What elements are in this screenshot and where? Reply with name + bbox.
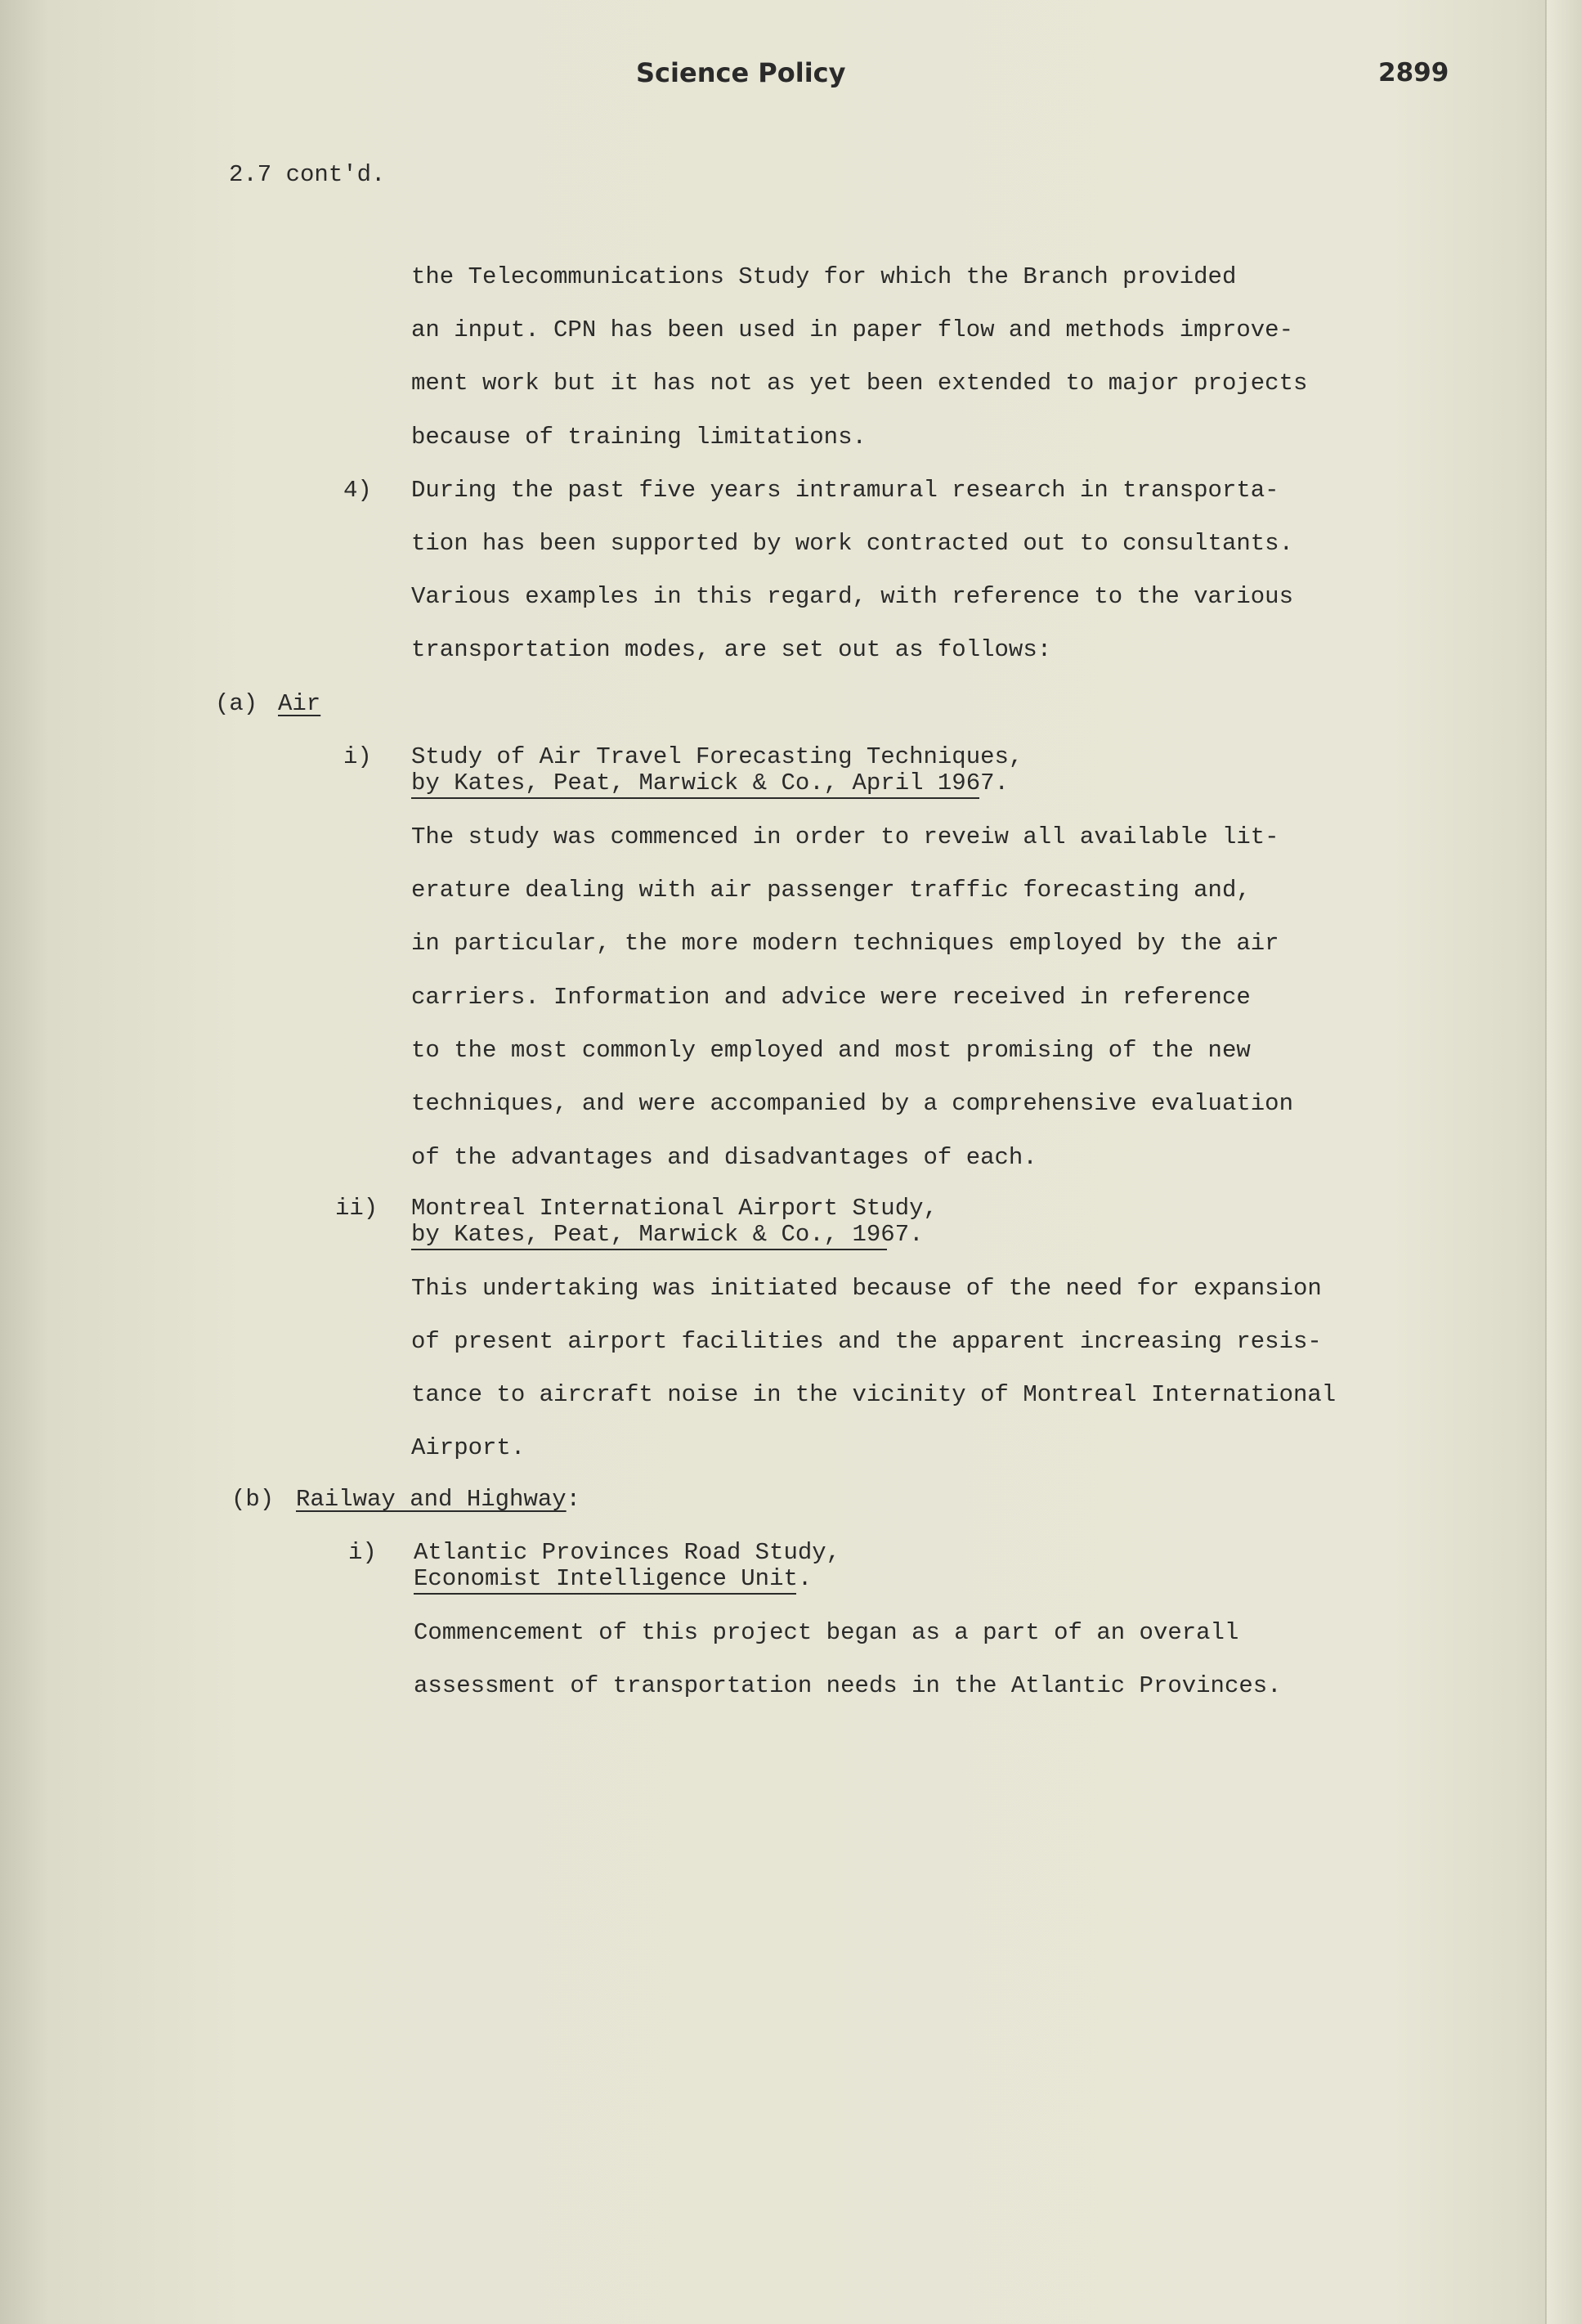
page-edge — [1545, 0, 1581, 2324]
section-label: (a) — [215, 690, 258, 717]
underline-rule — [411, 797, 979, 799]
page-number: 2899 — [1378, 58, 1449, 87]
study-author: Economist Intelligence Unit. — [414, 1565, 813, 1592]
text-line: of present airport facilities and the apparent increasing resis- — [411, 1328, 1322, 1355]
section-title: Railway and Highway — [296, 1486, 567, 1513]
text-line: carriers. Information and advice were received in reference — [411, 984, 1251, 1011]
text-line: This undertaking was initiated because of the need for expansion — [411, 1275, 1322, 1302]
underline-rule — [414, 1593, 796, 1595]
text-line: During the past five years intramural research in transporta- — [411, 477, 1279, 504]
text-line: of the advantages and disadvantages of each. — [411, 1144, 1037, 1171]
section-title-suffix: : — [566, 1486, 581, 1513]
text-line: transportation modes, are set out as follows: — [411, 636, 1052, 663]
section-heading — [296, 1486, 580, 1514]
running-header-title: Science Policy — [636, 57, 846, 88]
text-line: erature dealing with air passenger traffic forecasting and, — [411, 877, 1251, 904]
text-line: to the most commonly employed and most promising of the new — [411, 1037, 1251, 1064]
text-line: Various examples in this regard, with reference to the various — [411, 583, 1293, 610]
text-line: an input. CPN has been used in paper flow and methods improve- — [411, 316, 1293, 343]
item-number: i) — [343, 743, 372, 770]
study-author: by Kates, Peat, Marwick & Co., 1967. — [411, 1221, 924, 1248]
text-line: the Telecommunications Study for which the Branch provided — [411, 263, 1237, 290]
text-line: in particular, the more modern techniques employed by the air — [411, 930, 1279, 957]
text-line: tance to aircraft noise in the vicinity of Montreal International — [411, 1381, 1337, 1408]
item-number: i) — [348, 1539, 377, 1566]
item-number: ii) — [335, 1195, 378, 1222]
text-line: because of training limitations. — [411, 424, 867, 451]
section-continuation: 2.7 cont'd. — [229, 161, 386, 188]
study-title: Atlantic Provinces Road Study, — [414, 1539, 841, 1566]
text-line: The study was commenced in order to reveiw all available lit- — [411, 823, 1279, 850]
text-line: tion has been supported by work contracted out to consultants. — [411, 530, 1293, 557]
text-line: assessment of transportation needs in the Atlantic Provinces. — [414, 1672, 1282, 1699]
study-author: by Kates, Peat, Marwick & Co., April 1967. — [411, 769, 1009, 796]
section-title: Air — [278, 690, 321, 717]
section-label: (b) — [231, 1486, 275, 1513]
text-line: ment work but it has not as yet been extended to major projects — [411, 370, 1308, 397]
study-title: Study of Air Travel Forecasting Techniques, — [411, 743, 1023, 770]
item-number: 4) — [343, 477, 372, 504]
text-line: techniques, and were accompanied by a comprehensive evaluation — [411, 1090, 1293, 1117]
study-title: Montreal International Airport Study, — [411, 1195, 938, 1222]
text-line: Airport. — [411, 1434, 526, 1461]
underline-rule — [411, 1249, 887, 1250]
text-line: Commencement of this project began as a part of an overall — [414, 1619, 1239, 1646]
